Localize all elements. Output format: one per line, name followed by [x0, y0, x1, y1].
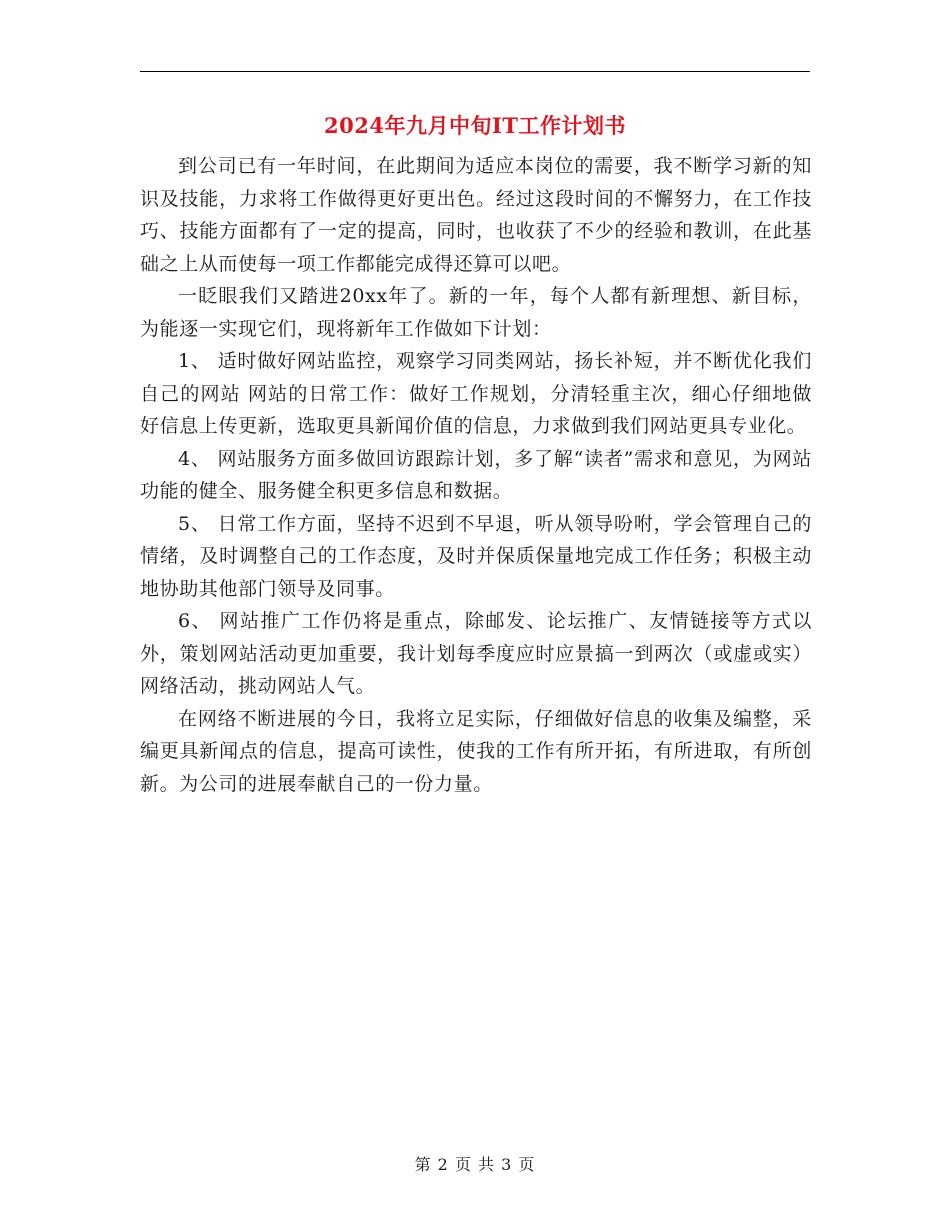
header-rule — [140, 71, 810, 72]
paragraph-item-6: 6、 网站推广工作仍将是重点，除邮发、论坛推广、友情链接等方式以外，策划网站活动更加重要，我计划每季度应时应景搞一到两次（或虚或实）网络活动，挑动网站人气。 — [140, 610, 812, 697]
document-body — [140, 150, 812, 800]
paragraph-new-year: 一眨眼我们又踏进20xx年了。新的一年，每个人都有新理想、新目标，为能逐一实现它们，现将新年工作做如下计划： — [140, 285, 812, 340]
page-number-footer: 第 2 页 共 3 页 — [414, 1155, 536, 1174]
document-title: 2024年九月中旬IT工作计划书 — [324, 113, 626, 138]
paragraph-intro: 到公司已有一年时间，在此期间为适应本岗位的需要，我不断学习新的知识及技能，力求将工作做得更好更出色。经过这段时间的不懈努力，在工作技巧、技能方面都有了一定的提高，同时，也收获了不少的经验和教训，在此基础之上从而使每一项工作都能完成得还算可以吧。 — [140, 155, 812, 275]
paragraph-conclusion: 在网络不断进展的今日，我将立足实际，仔细做好信息的收集及编整，采编更具新闻点的信息，提高可读性，使我的工作有所开拓，有所进取，有所创新。为公司的进展奉献自己的一份力量。 — [140, 707, 812, 795]
paragraph-item-4: 4、 网站服务方面多做回访跟踪计划，多了解“读者”需求和意见，为网站功能的健全、服务健全积更多信息和数据。 — [140, 447, 812, 502]
paragraph-item-1: 1、 适时做好网站监控，观察学习同类网站，扬长补短，并不断优化我们自己的网站 网站的日常工作：做好工作规划，分清轻重主次，细心仔细地做好信息上传更新，选取更具新闻价值的信息，力求做到我们网站更具专业化。 — [140, 350, 812, 437]
paragraph-item-5: 5、 日常工作方面，坚持不迟到不早退，听从领导吩咐，学会管理自己的情绪，及时调整自己的工作态度，及时并保质保量地完成工作任务；积极主动地协助其他部门领导及同事。 — [140, 512, 812, 600]
